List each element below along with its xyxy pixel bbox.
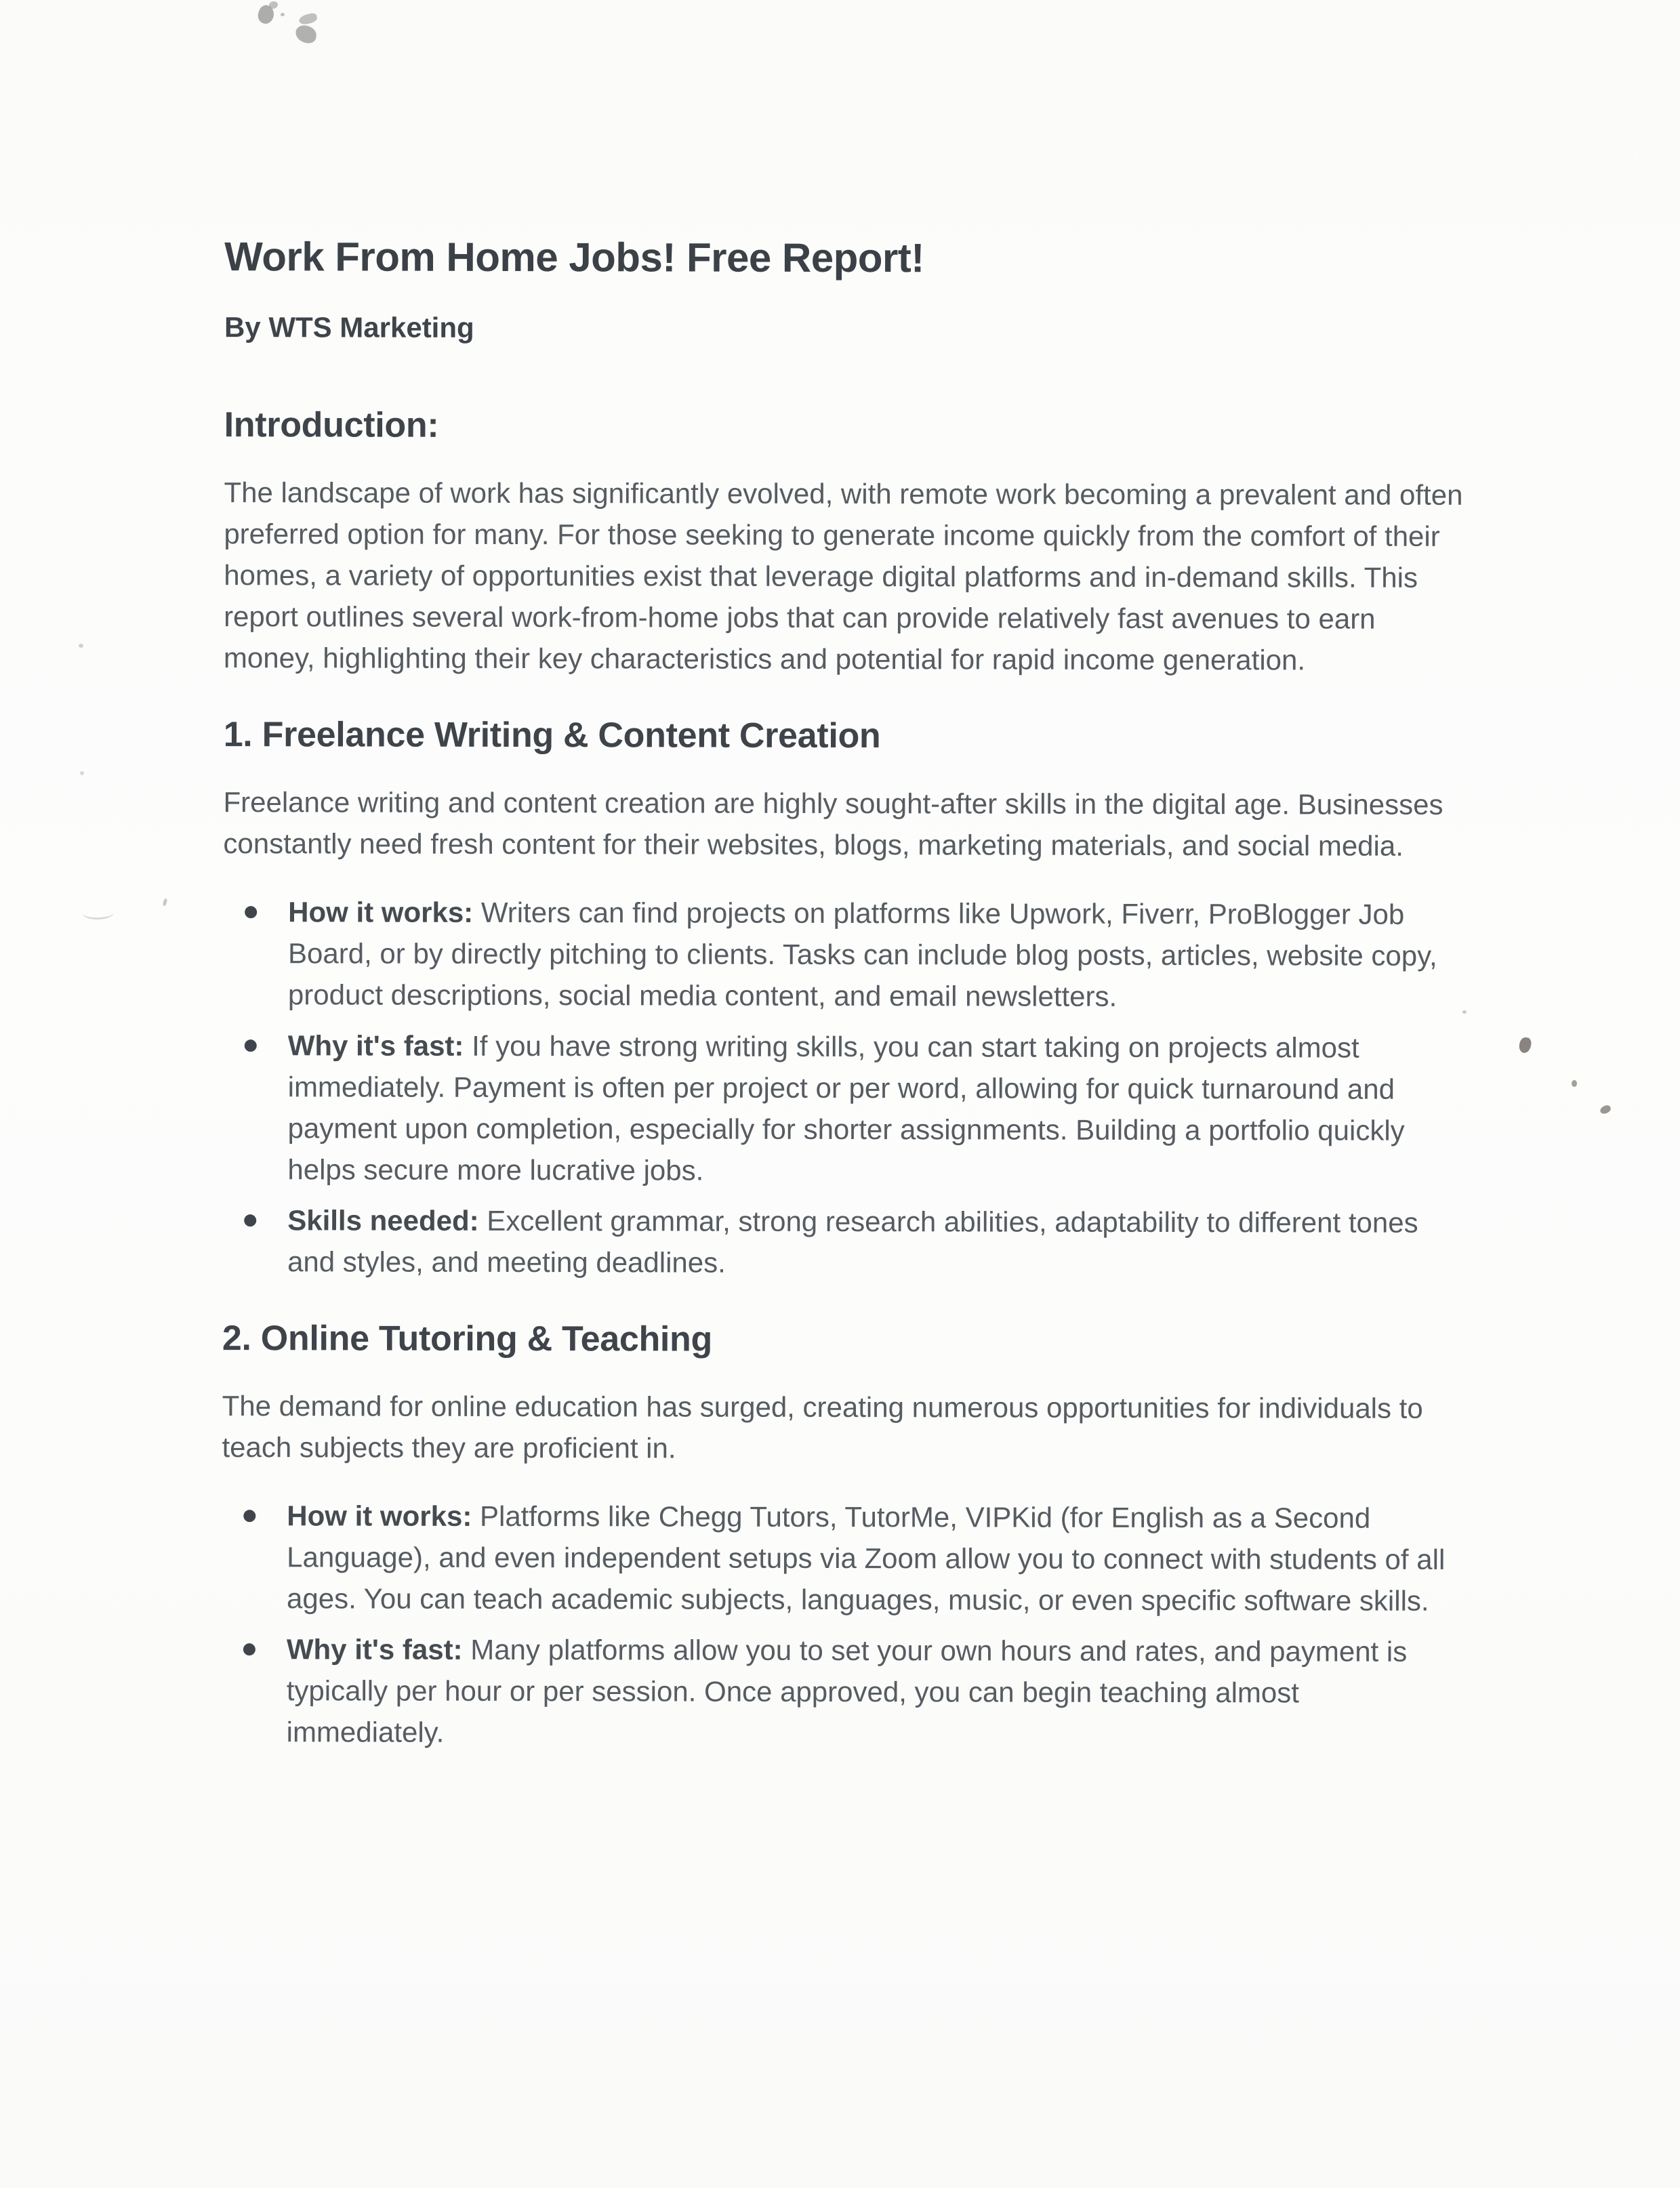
bullet-item	[287, 1495, 1461, 1622]
bullet-text: Many platforms allow you to set your own hours and rates, and payment is typically per hour or per session. Once approved, you can begin teaching almost immediately.	[286, 1633, 1408, 1748]
bullet-label: How it works:	[288, 896, 474, 928]
byline: By WTS Marketing	[224, 311, 474, 344]
bullet-text: Platforms like Chegg Tutors, TutorMe, VIPKid (for English as a Second Language), and even independent setups via Zoom allow you to connect with students of all ages. You can teach academic subjects, languages, music, or even specific software skills.	[287, 1500, 1446, 1617]
bullet-label: Why it's fast:	[286, 1633, 463, 1666]
bullet-icon	[243, 1510, 255, 1522]
section-2-heading: 2. Online Tutoring & Teaching	[222, 1319, 713, 1359]
section-1-heading: 1. Freelance Writing & Content Creation	[223, 715, 881, 756]
page-title: Work From Home Jobs! Free Report!	[224, 234, 924, 281]
bullet-item	[287, 1628, 1461, 1755]
bullet-item	[288, 891, 1462, 1018]
bullet-item	[287, 1025, 1462, 1193]
bullet-icon	[245, 906, 257, 918]
intro-paragraph: The landscape of work has significantly evolved, with remote work becoming a prevalent and often preferred option for many. For those seeking to generate income quickly from the comfort of their homes, a variety of opportunities exist that leverage digital platforms and in-demand skills. This report outlines several work-from-home jobs that can provide relatively fast avenues to earn money, highlighting their key characteristics and potential for rapid income generation.	[223, 476, 1463, 676]
bullet-label: How it works:	[287, 1500, 472, 1532]
section-1-paragraph: Freelance writing and content creation are highly sought-after skills in the digital age. Businesses constantly need fresh content for their websites, blogs, marketing materials, and social media.	[223, 786, 1443, 862]
bullet-label: Skills needed:	[287, 1204, 479, 1237]
bullet-icon	[244, 1214, 256, 1226]
bullet-icon	[245, 1039, 257, 1052]
bullet-text: Excellent grammar, strong research abilities, adaptability to different tones and styles, and meeting deadlines.	[287, 1204, 1418, 1279]
bullet-text: If you have strong writing skills, you can start taking on projects almost immediately. Payment is often per project or per word, allowing for quick turnaround and payment upon completion, especially for shorter assignments. Building a portfolio quickly helps secure more lucrative jobs.	[287, 1029, 1405, 1186]
bullet-icon	[243, 1643, 255, 1655]
intro-heading: Introduction:	[224, 405, 439, 445]
bullet-item	[287, 1199, 1462, 1285]
section-2-bullet-list	[222, 1495, 1462, 1755]
bullet-text: Writers can find projects on platforms like Upwork, Fiverr, ProBlogger Job Board, or by directly pitching to clients. Tasks can include blog posts, articles, website copy, product descriptions, social media content, and email newsletters.	[287, 896, 1437, 1012]
section-2-paragraph: The demand for online education has surged, creating numerous opportunities for individuals to teach subjects they are proficient in.	[222, 1390, 1423, 1464]
section-1-bullet-list	[222, 891, 1462, 1285]
bullet-label: Why it's fast:	[287, 1029, 464, 1062]
